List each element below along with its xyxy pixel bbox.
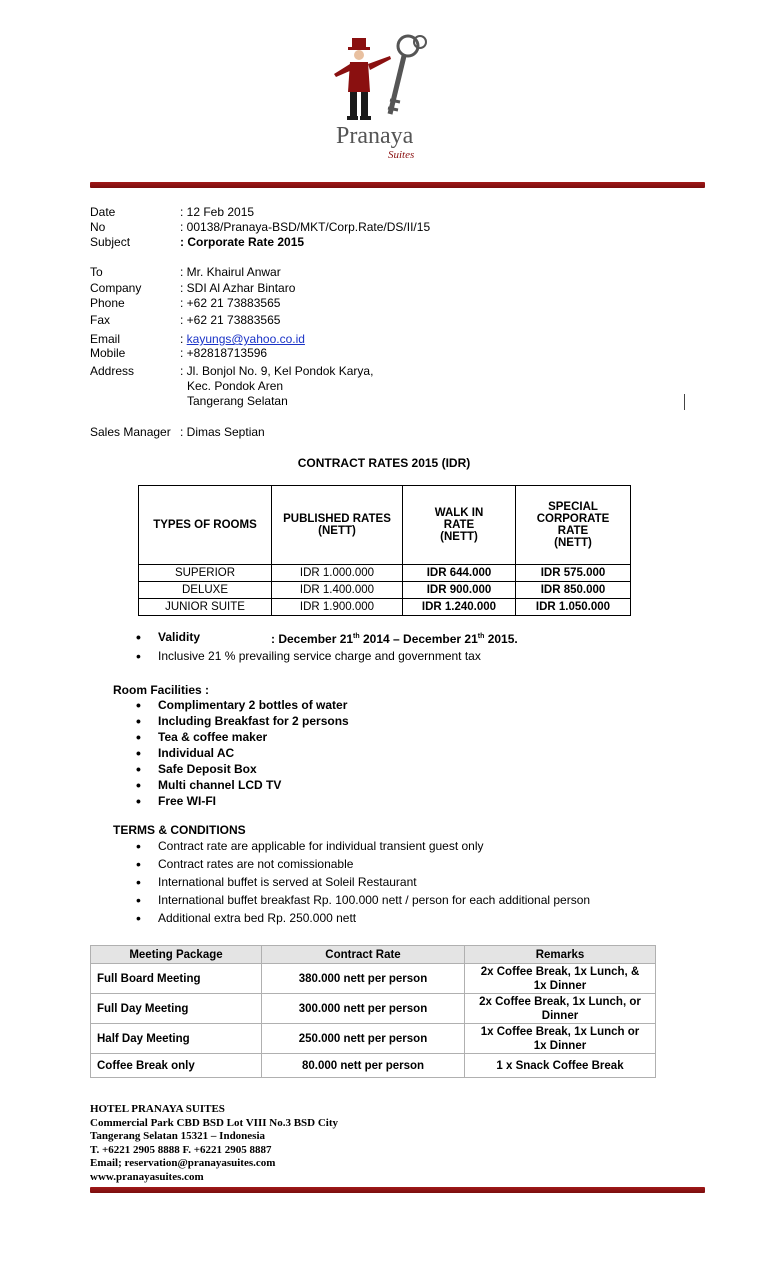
no-value: : 00138/Pranaya-BSD/MKT/Corp.Rate/DS/II/15: [180, 220, 431, 234]
col-walk-in-rate: [403, 486, 516, 565]
walk-in-label: WALK IN: [434, 507, 484, 519]
address-line1: : Jl. Bonjol No. 9, Kel Pondok Karya,: [180, 364, 374, 378]
special-label: SPECIAL: [548, 501, 598, 513]
text-cursor: [684, 394, 685, 410]
table-row: [91, 1054, 656, 1078]
validity-value: [271, 629, 518, 647]
room-type-cell: SUPERIOR: [139, 565, 272, 582]
pranaya-logo: [330, 30, 450, 170]
footer-email: Email; reservation@pranayasuites.com: [90, 1157, 276, 1169]
footer-phone: T. +6221 2905 8888 F. +6221 2905 8887: [90, 1143, 272, 1156]
walk-in-nett-label: (NETT): [440, 531, 478, 543]
list-item: • Free WI-FI: [134, 793, 349, 809]
remarks-line2: 1x Dinner: [533, 1039, 587, 1052]
remarks-line1: 2x Coffee Break, 1x Lunch, &: [480, 965, 640, 978]
package-name-cell: Half Day Meeting: [91, 1024, 262, 1054]
phone-value: : +62 21 73883565: [180, 296, 281, 310]
facilities-title: Room Facilities :: [113, 683, 210, 697]
list-item: • International buffet is served at Soleil Restaurant: [134, 874, 590, 890]
package-name-cell: Coffee Break only: [91, 1054, 262, 1078]
table-row: [139, 582, 631, 599]
mobile-label: Mobile: [90, 346, 126, 360]
list-item: • International buffet breakfast Rp. 100.000 nett / person for each additional person: [134, 892, 590, 908]
list-item: • Contract rate are applicable for individual transient guest only: [134, 838, 590, 854]
col-types-of-rooms: TYPES OF ROOMS: [139, 486, 272, 565]
fax-label: Fax: [90, 313, 111, 327]
room-type-cell: DELUXE: [139, 582, 272, 599]
list-item: • Including Breakfast for 2 persons: [134, 713, 349, 729]
table-row: [91, 994, 656, 1024]
footer-website: www.pranayasuites.com: [90, 1170, 204, 1183]
company-value: : SDI Al Azhar Bintaro: [180, 281, 296, 295]
hotel-footer: [90, 1103, 338, 1184]
phone-label: Phone: [90, 296, 125, 310]
sales-manager-label: Sales Manager: [90, 425, 171, 439]
published-rates-label: PUBLISHED RATES: [283, 513, 391, 525]
package-rate-cell: 250.000 nett per person: [262, 1024, 465, 1054]
to-value: : Mr. Khairul Anwar: [180, 265, 281, 279]
list-item: • Contract rates are not comissionable: [134, 856, 590, 872]
room-type-cell: JUNIOR SUITE: [139, 599, 272, 616]
package-remarks-cell: [465, 994, 656, 1024]
validity-list: [134, 629, 518, 664]
email-label: Email: [90, 332, 121, 346]
list-item: • Multi channel LCD TV: [134, 777, 349, 793]
remarks-line1: 2x Coffee Break, 1x Lunch, or: [479, 995, 641, 1008]
date-value: : 12 Feb 2015: [180, 205, 255, 219]
col-published-rates: [272, 486, 403, 565]
walk-in-rate-cell: IDR 900.000: [403, 582, 516, 599]
table-row: [139, 599, 631, 616]
published-rate-cell: IDR 1.400.000: [272, 582, 403, 599]
published-rate-cell: IDR 1.000.000: [272, 565, 403, 582]
package-name-cell: Full Day Meeting: [91, 994, 262, 1024]
list-item: • Additional extra bed Rp. 250.000 nett: [134, 910, 590, 926]
subject-label: Subject: [90, 235, 131, 249]
footer-address: Commercial Park CBD BSD Lot VIII No.3 BSD City: [90, 1116, 339, 1129]
walk-in-rate-cell: IDR 1.240.000: [403, 599, 516, 616]
date-label: Date: [90, 205, 116, 219]
corporate-rate-cell: IDR 850.000: [516, 582, 631, 599]
remarks-line2: Dinner: [541, 1009, 579, 1022]
no-label: No: [90, 220, 106, 234]
table-row: [91, 1024, 656, 1054]
package-remarks-cell: [465, 964, 656, 994]
validity-start: : December 21: [271, 632, 354, 646]
package-rate-cell: 380.000 nett per person: [262, 964, 465, 994]
to-label: To: [90, 265, 103, 279]
validity-end: 2015.: [484, 632, 518, 646]
address-line3: Tangerang Selatan: [187, 394, 288, 408]
terms-title: TERMS & CONDITIONS: [113, 823, 246, 837]
published-rate-cell: IDR 1.900.000: [272, 599, 403, 616]
col-contract-rate: Contract Rate: [262, 946, 465, 964]
email-link[interactable]: kayungs@yahoo.co.id: [186, 332, 305, 346]
package-name-cell: Full Board Meeting: [91, 964, 262, 994]
rate-label: RATE: [443, 519, 475, 531]
col-special-corporate-rate: [516, 486, 631, 565]
list-item: • Inclusive 21 % prevailing service charge and government tax: [134, 648, 481, 664]
validity-sup2: th: [477, 633, 485, 640]
fax-value: : +62 21 73883565: [180, 313, 281, 327]
list-item: [134, 629, 518, 646]
corporate-rate-cell: IDR 1.050.000: [516, 599, 631, 616]
validity-label: Validity: [158, 630, 201, 644]
list-item: • Tea & coffee maker: [134, 729, 349, 745]
rates-table: [138, 485, 631, 616]
footer-city: Tangerang Selatan 15321 – Indonesia: [90, 1130, 266, 1142]
terms-list: [134, 838, 590, 926]
package-rate-cell: 300.000 nett per person: [262, 994, 465, 1024]
table-row: [139, 565, 631, 582]
sales-manager-value: : Dimas Septian: [180, 425, 265, 439]
list-item: • Individual AC: [134, 745, 349, 761]
logo-graphic: [330, 30, 450, 170]
col-remarks: Remarks: [465, 946, 656, 964]
corporate-nett-label: (NETT): [554, 537, 592, 549]
subject-value: : Corporate Rate 2015: [180, 235, 305, 249]
package-rate-cell: 80.000 nett per person: [262, 1054, 465, 1078]
logo-wordmark: Pranaya: [336, 123, 414, 149]
rates-title: CONTRACT RATES 2015 (IDR): [297, 456, 471, 470]
list-item: • Complimentary 2 bottles of water: [134, 697, 349, 713]
validity-mid: 2014 – December 21: [359, 632, 478, 646]
corporate-rate-label: CORPORATE RATE: [536, 513, 610, 537]
corporate-rate-cell: IDR 575.000: [516, 565, 631, 582]
list-item: • Safe Deposit Box: [134, 761, 349, 777]
package-remarks-cell: 1 x Snack Coffee Break: [465, 1054, 656, 1078]
mobile-value: : +82818713596: [180, 346, 268, 360]
email-colon: :: [180, 332, 187, 346]
package-remarks-cell: [465, 1024, 656, 1054]
footer-hotel-name: HOTEL PRANAYA SUITES: [90, 1103, 225, 1115]
company-label: Company: [90, 281, 142, 295]
address-label: Address: [90, 364, 135, 378]
table-row: [91, 964, 656, 994]
published-nett-label: (NETT): [318, 525, 356, 537]
meeting-table: [90, 945, 656, 1078]
logo-tagline: Suites: [388, 149, 415, 161]
top-divider: [90, 182, 705, 188]
col-meeting-package: Meeting Package: [91, 946, 262, 964]
validity-sup1: th: [353, 633, 360, 640]
remarks-line2: 1x Dinner: [533, 979, 587, 992]
address-line2: Kec. Pondok Aren: [187, 379, 284, 393]
remarks-line1: 1x Coffee Break, 1x Lunch or: [480, 1025, 640, 1038]
bottom-divider: [90, 1187, 705, 1193]
facilities-list: [134, 697, 349, 809]
walk-in-rate-cell: IDR 644.000: [403, 565, 516, 582]
